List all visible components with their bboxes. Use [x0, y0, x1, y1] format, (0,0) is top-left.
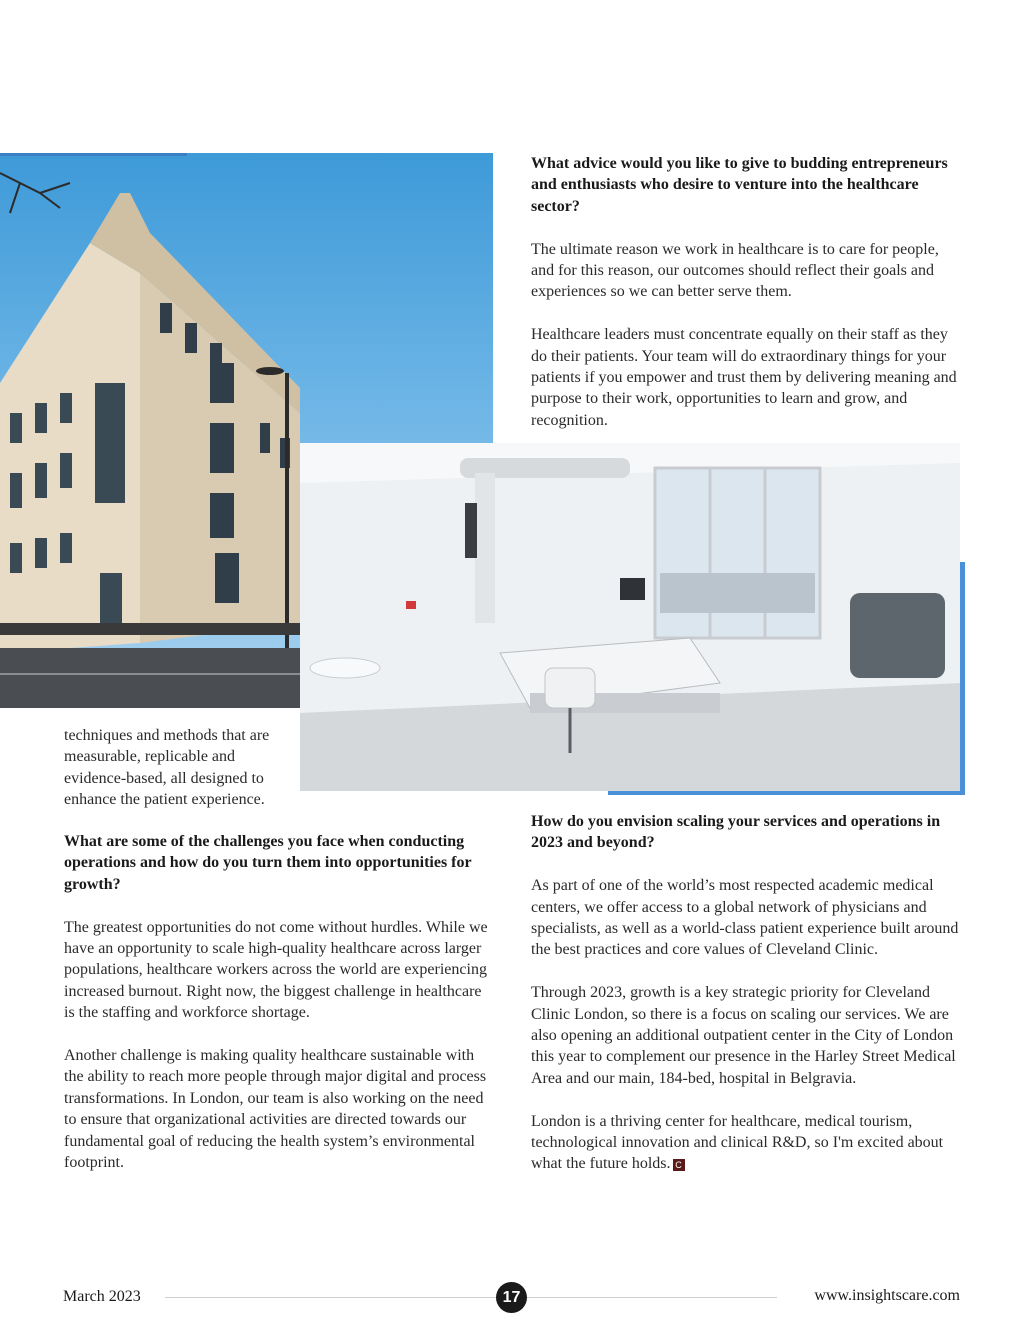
left-column: [64, 831, 496, 1195]
footer-website-link[interactable]: www.insightscare.com: [814, 1287, 960, 1304]
paragraph-final: [531, 1111, 963, 1175]
right-column-top: [531, 153, 963, 453]
paragraph: Through 2023, growth is a key strategic priority for Cleveland Clinic London, so there is a focus on scaling our services. We are also opening an additional outpatient center in the City of London this year to complement our presence in the Harley Street Medical Area and our main, 184-bed, hospital in Belgravia.: [531, 984, 956, 1087]
paragraph: As part of one of the world’s most respected academic medical centers, we offer access to a global network of physicians and specialists, as well as a world-class patient experience built around the best practices and core values of Cleveland Clinic.: [531, 877, 959, 959]
paragraph: techniques and methods that are measurable, replicable and evidence-based, all designed to enhance the patient experience.: [64, 727, 270, 809]
end-of-article-icon: C: [673, 1159, 685, 1171]
paragraph: The greatest opportunities do not come without hurdles. While we have an opportunity to scale high-quality healthcare across larger populations, healthcare workers across the world are experiencing increased burnout. Right now, the biggest challenge in healthcare is the staffing and workforce shortage.: [64, 918, 488, 1022]
footer-date: March 2023: [63, 1288, 141, 1305]
question-advice: What advice would you like to give to budding entrepreneurs and enthusiasts who desire to venture into the healthcare sector?: [531, 155, 948, 215]
photo-accent-line: [0, 153, 187, 156]
page-number: 17: [496, 1282, 527, 1313]
footer-divider: [165, 1297, 496, 1298]
hospital-room-photo: [300, 443, 960, 791]
question-challenges: What are some of the challenges you face when conducting operations and how do you turn them into opportunities for growth?: [64, 833, 472, 893]
paragraph-text: London is a thriving center for healthcare, medical tourism, technological innovation and clinical R&D, so I'm excited about what the future holds.: [531, 1112, 944, 1173]
left-column-continuation: [64, 725, 296, 832]
footer-divider: [527, 1297, 777, 1298]
paragraph: The ultimate reason we work in healthcare is to care for people, and for this reason, our outcomes should reflect their goals and experiences so we can better serve them.: [531, 240, 939, 301]
paragraph: Healthcare leaders must concentrate equally on their staff as they do their patients. Your team will do extraordinary things for your patients if you empower and trust them by delivering meaning and purpose to their work, opportunities to learn and grow, and recognition.: [531, 326, 957, 429]
hospital-room-illustration: [300, 443, 960, 791]
question-scaling: How do you envision scaling your services and operations in 2023 and beyond?: [531, 813, 941, 852]
right-column-bottom: [531, 811, 963, 1196]
paragraph: Another challenge is making quality healthcare sustainable with the ability to reach more people through major digital and process transformations. In London, our team is also working on the need to ensure that organizational activities are directed towards our fundamental goal of reducing the health system’s environmental footprint.: [64, 1047, 487, 1172]
